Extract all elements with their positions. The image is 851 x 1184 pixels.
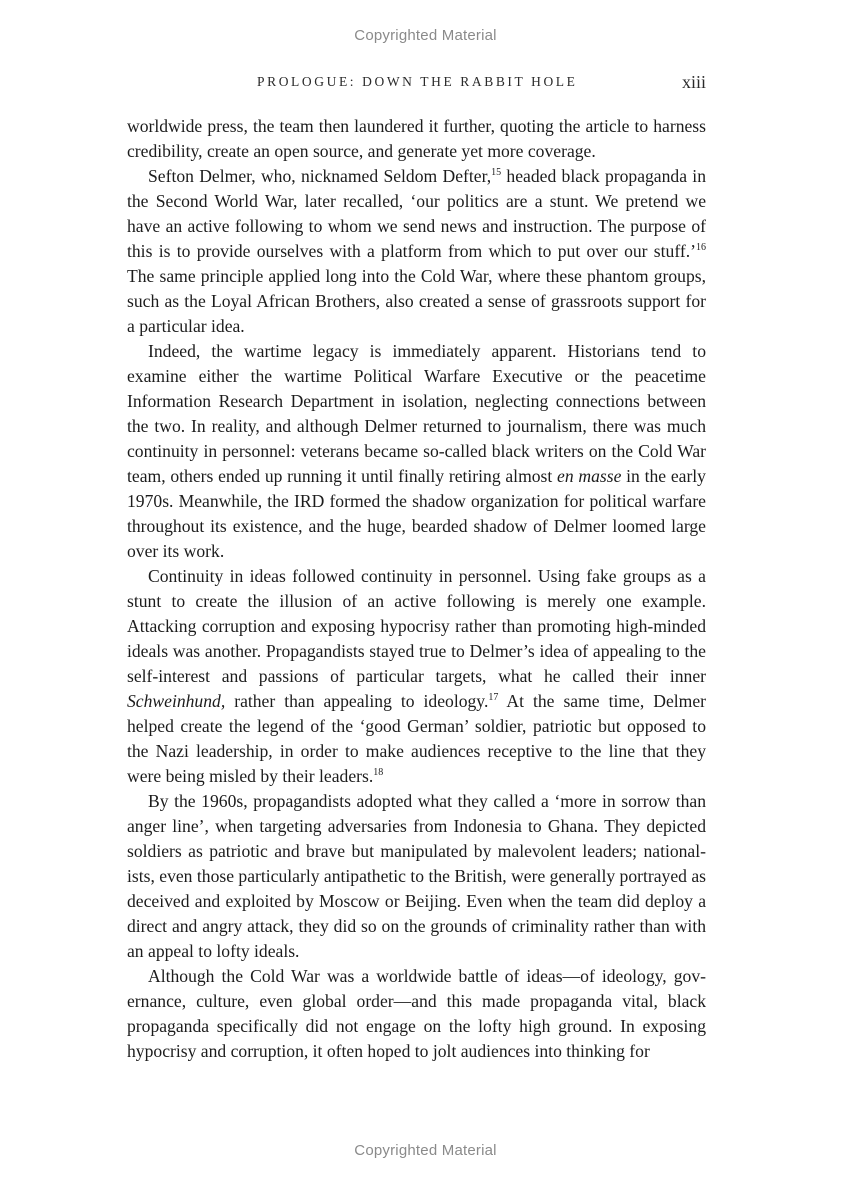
paragraph-2: Sefton Delmer, who, nicknamed Seldom Defter,$^{15}$ headed black propaganda in the Second World War, later recalled, ‘our politics are a stunt. We pretend we have an active following to whom we send news and instruction. The purpose of this is to provide ourselves with a platform from which to put over our stuff.’$^{16}$ The same principle applied long into the Cold War, where these phantom groups, such as the Loyal African Brothers, also created a sense of grassroots support for a particular idea. bbox=[127, 166, 706, 336]
paragraph-3: Indeed, the wartime legacy is immediately apparent. Historians tend to examine either the wartime Political Warfare Executive or the peacetime Information Research Department in isolation, neglecting connections between the two. In reality, and although Delmer returned to journalism, there was much continuity in personnel: veterans became so-called black writers on the Cold War team, others ended up running it until finally retiring almost en masse in the early 1970s. Meanwhile, the IRD formed the shadow organization for political warfare throughout its existence, and the huge, bearded shadow of Delmer loomed large over its work. bbox=[127, 341, 706, 561]
footnote-ref-15[interactable]: 15 bbox=[491, 167, 502, 178]
running-header bbox=[127, 72, 706, 94]
paragraph-1: worldwide press, the team then laundered it further, quoting the article to harness credibility, create an open source, and generate yet more coverage. bbox=[127, 116, 706, 161]
page-number: xiii bbox=[681, 72, 706, 92]
footnote-ref-16[interactable]: 16 bbox=[696, 242, 706, 253]
copyright-watermark-top: Copyrighted Material bbox=[354, 27, 497, 44]
running-title: PROLOGUE: DOWN THE RABBIT HOLE bbox=[257, 74, 578, 89]
paragraph-4: Continuity in ideas followed continuity in personnel. Using fake groups as a stunt to create the illusion of an active following is merely one example. Attacking corruption and exposing hypocrisy rather than promoting high-minded ideals was another. Propagandists stayed true to Delmer’s idea of appealing to the self-interest and passions of particular targets, what he called their inner Schweinhund, rather than appealing to ideology.$^{17}$ At the same time, Delmer helped create the legend of the ‘good German’ soldier, patriotic but opposed to the Nazi leadership, in order to make audiences receptive to the line that they were being misled by their leaders.$^{18}$ bbox=[127, 566, 706, 786]
body-text bbox=[127, 114, 706, 1064]
italic-term: Schweinhund, bbox=[127, 691, 226, 711]
paragraph-5: By the 1960s, propagandists adopted what they called a ‘more in sorrow than anger line’, when targeting adversaries from Indonesia to Ghana. They depicted soldiers as patriotic and brave but manipulated by malevolent leaders; nationalists, even those particularly antipathetic to the British, were generally portrayed as deceived and exploited by Moscow or Beijing. Even when the team did deploy a direct and angry attack, they did so on the grounds of criminality rather than with an appeal to lofty ideals. bbox=[127, 791, 706, 961]
paragraph-6: Although the Cold War was a worldwide battle of ideas—of ideology, governance, culture, even global order—and this made propaganda vital, black propaganda specifically did not engage on the lofty high ground. In exposing hypocrisy and corruption, it often hoped to jolt audiences into thinking for bbox=[127, 966, 706, 1061]
footnote-ref-18[interactable]: 18 bbox=[373, 767, 384, 778]
footnote-ref-17[interactable]: 17 bbox=[488, 692, 499, 703]
copyright-watermark-bottom: Copyrighted Material bbox=[354, 1142, 497, 1159]
italic-term: en masse bbox=[557, 466, 622, 486]
